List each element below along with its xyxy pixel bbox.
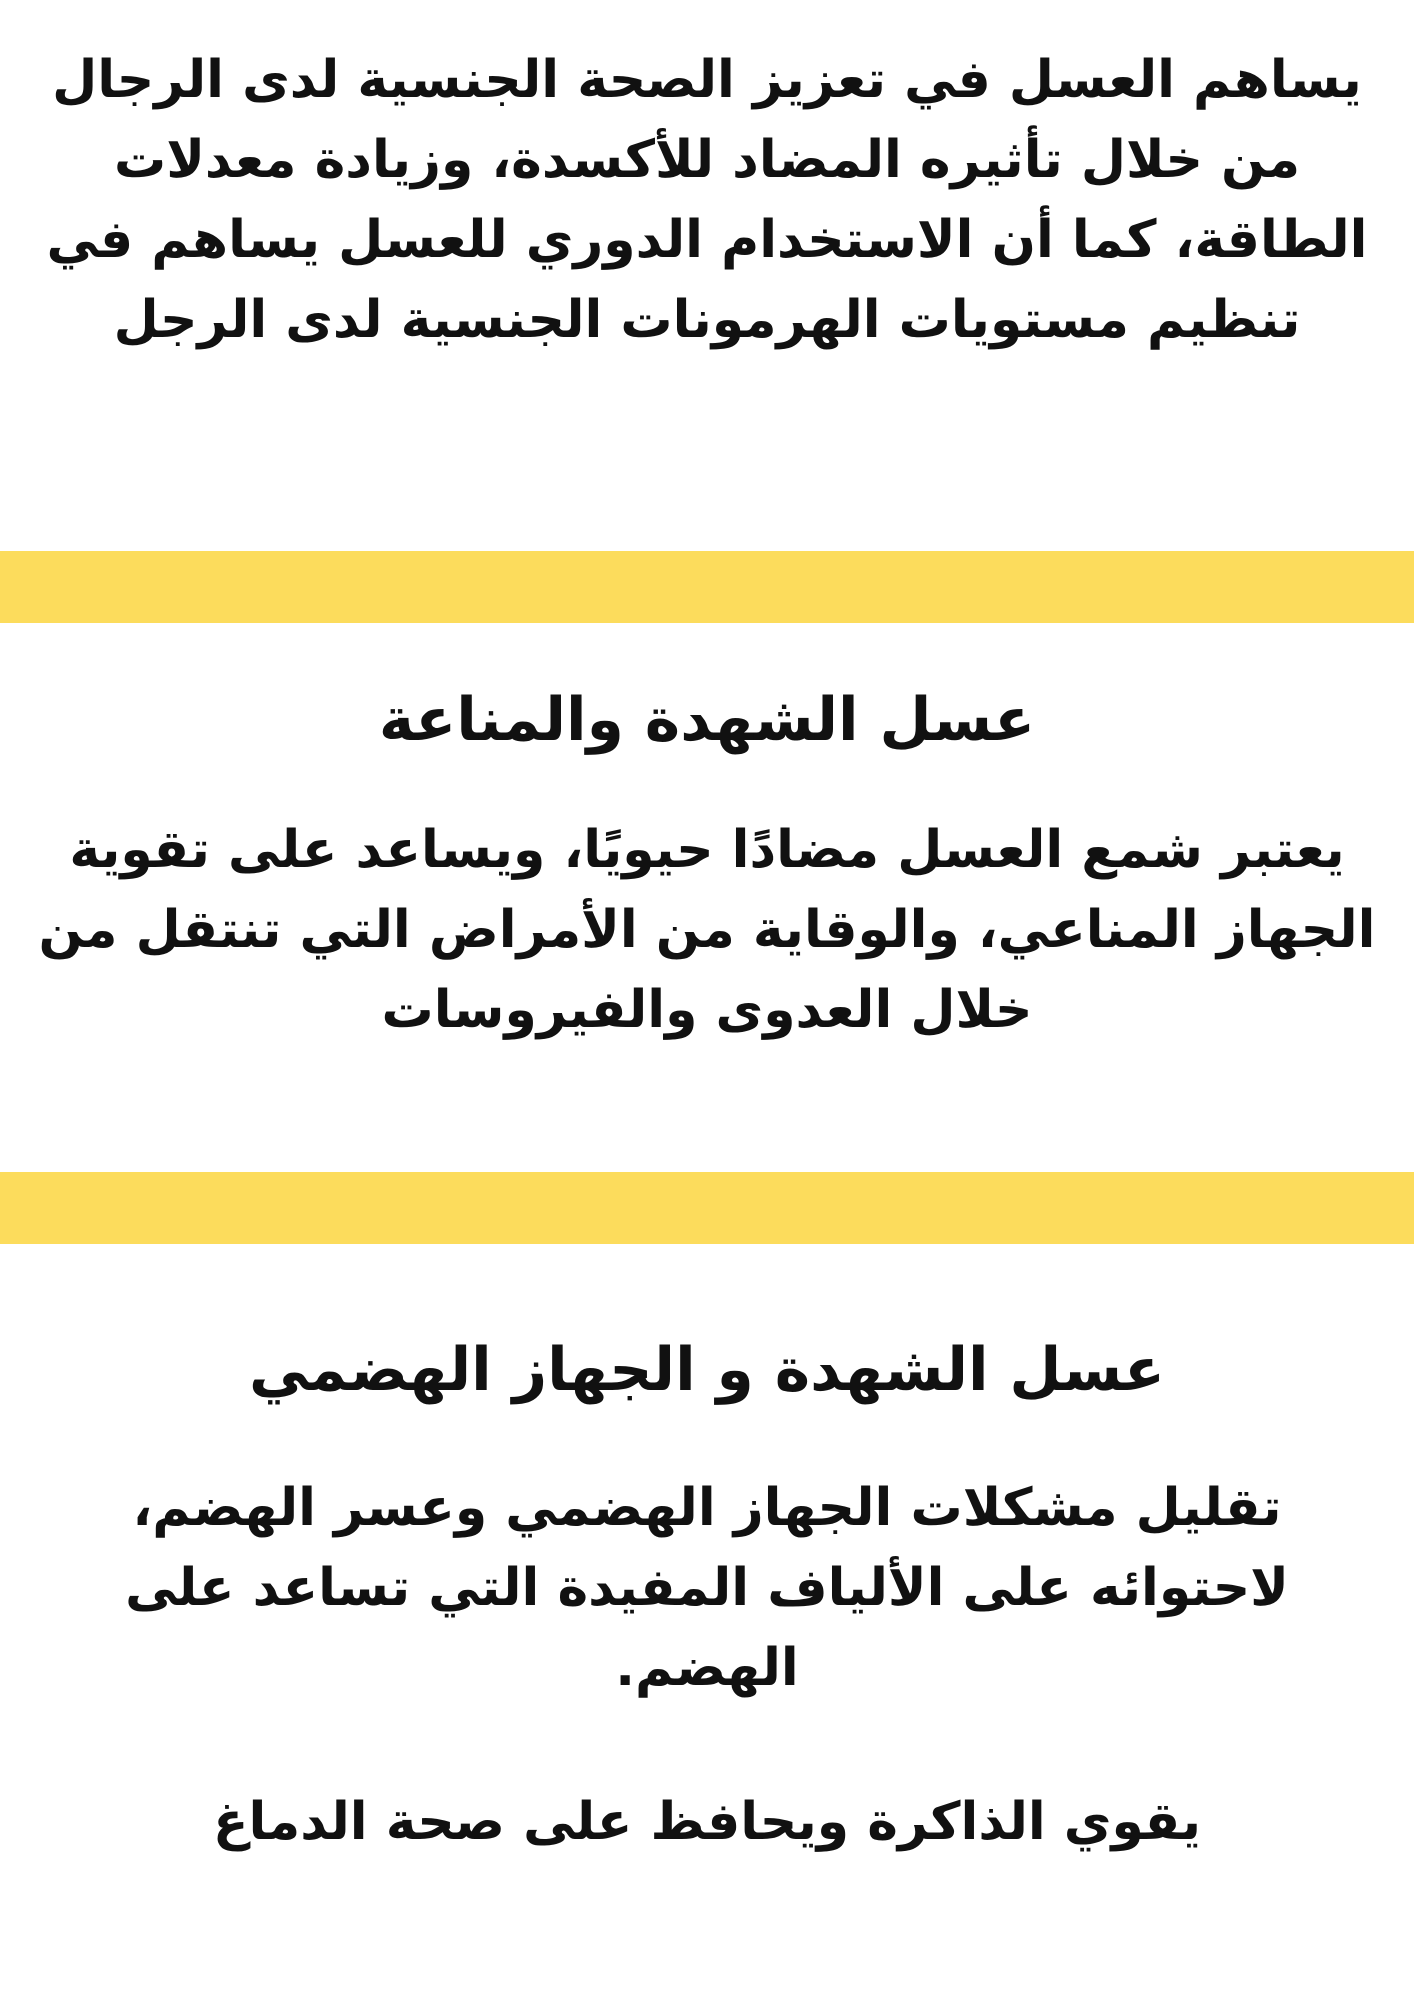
immunity-section-title: عسل الشهدة والمناعة [378, 685, 1036, 755]
intro-paragraph: يساهم العسل في تعزيز الصحة الجنسية لدى الرجال من خلال تأثيره المضاد للأكسدة، وزيادة معدلات الطاقة، كما أن الاستخدام الدوري للعسل يساهم في تنظيم مستويات الهرمونات الجنسية لدى الرجل [46, 50, 1368, 350]
memory-benefit-line: يقوي الذاكرة ويحافظ على صحة الدماغ [212, 1792, 1202, 1852]
immunity-paragraph: يعتبر شمع العسل مضادًا حيويًا، ويساعد على تقوية الجهاز المناعي، والوقاية من الأمراض التي تنتقل من خلال العدوى والفيروسات [38, 820, 1376, 1040]
digestion-paragraph: تقليل مشكلات الجهاز الهضمي وعسر الهضم، لاحتوائه على الألياف المفيدة التي تساعد على الهضم. [125, 1478, 1289, 1698]
yellow-divider-band [0, 1172, 1414, 1244]
yellow-divider-band [0, 551, 1414, 623]
digestion-section-title: عسل الشهدة و الجهاز الهضمي [248, 1335, 1166, 1405]
